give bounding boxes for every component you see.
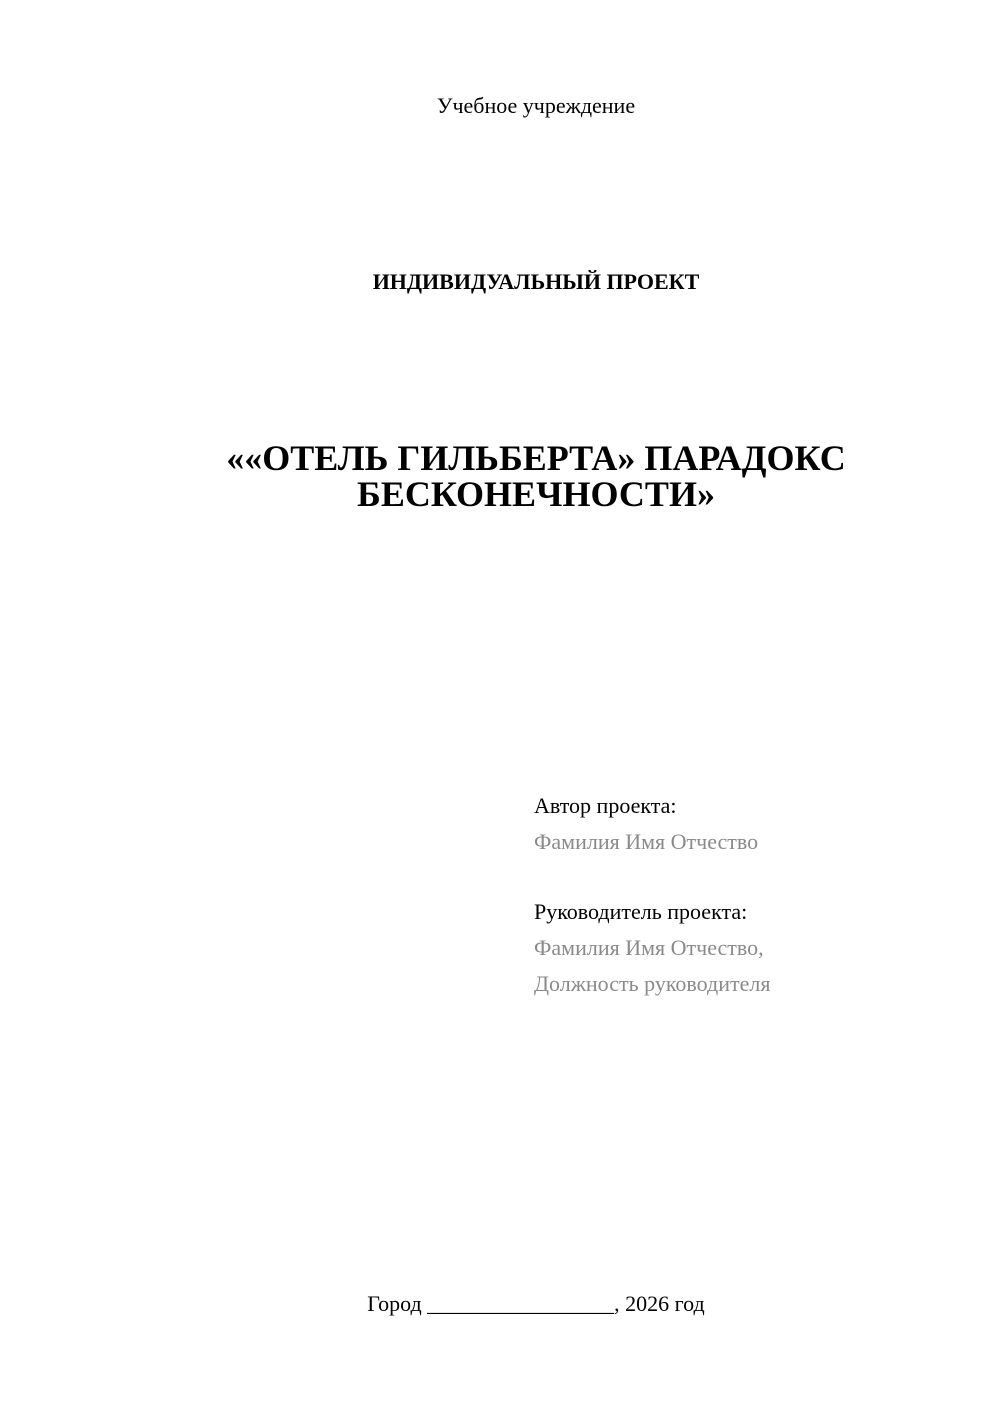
project-title-line-1: ««ОТЕЛЬ ГИЛЬБЕРТА» ПАРАДОКС [226,438,846,478]
author-label: Автор проекта: [534,793,677,818]
city-year-line: Город _________________, 2026 год [367,1291,705,1316]
supervisor-label: Руководитель проекта: [534,899,748,924]
project-title-line-2: БЕСКОНЕЧНОСТИ» [357,474,715,514]
supervisor-name: Фамилия Имя Отчество, [534,935,764,960]
author-name: Фамилия Имя Отчество [534,829,759,854]
document-type: ИНДИВИДУАЛЬНЫЙ ПРОЕКТ [372,269,700,294]
credits-block [534,788,974,1002]
institution-name: Учебное учреждение [436,93,636,118]
supervisor-position: Должность руководителя [534,971,771,996]
credits-spacer [534,860,974,894]
project-title [0,440,1000,512]
